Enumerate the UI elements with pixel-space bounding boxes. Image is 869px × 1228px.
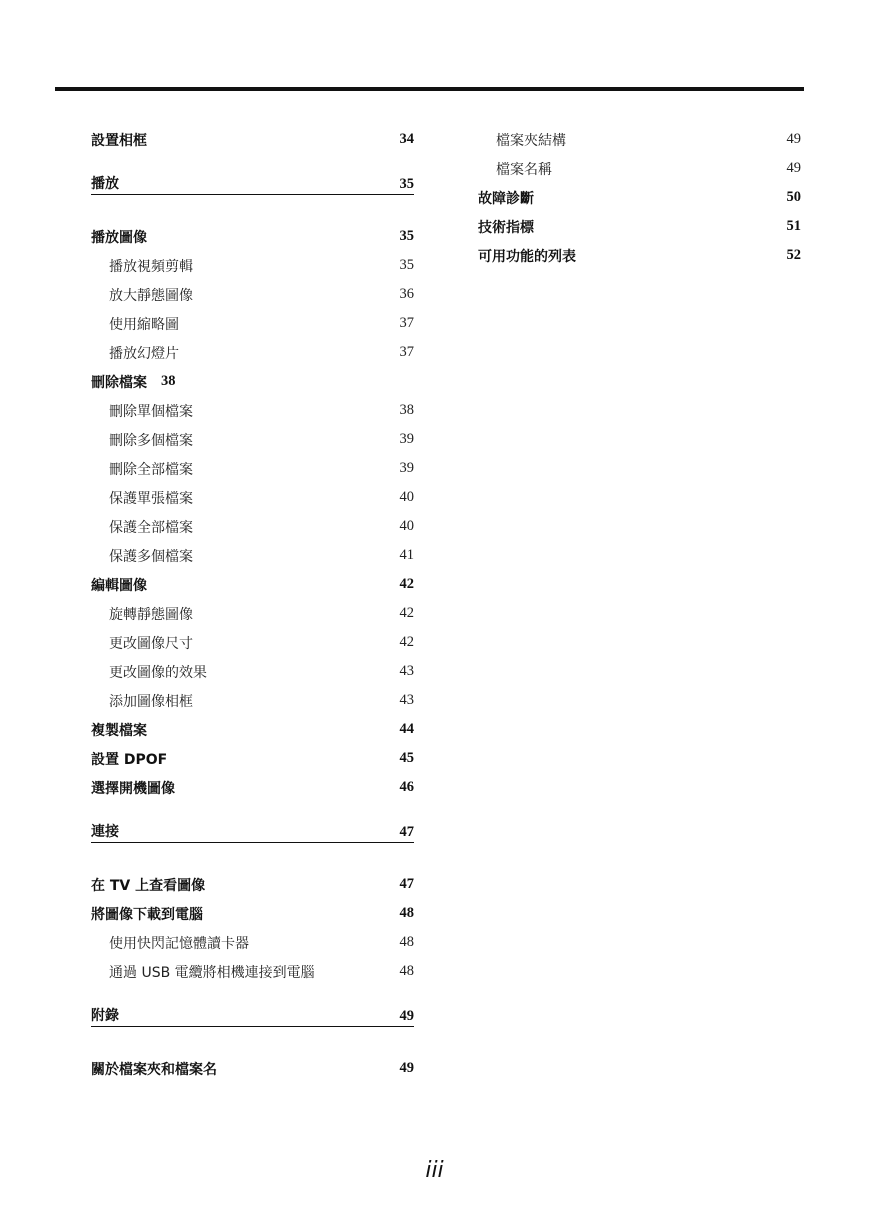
toc-entry-title: 刪除檔案	[91, 374, 147, 391]
toc-entry-page: 48	[399, 934, 414, 950]
toc-entry-page: 52	[786, 247, 801, 263]
toc-subentry[interactable]	[478, 125, 801, 154]
toc-subentry[interactable]	[91, 628, 414, 657]
toc-entry-title: 播放視頻剪輯	[109, 258, 193, 275]
toc-entry[interactable]	[478, 241, 801, 270]
toc-entry-title: 編輯圖像	[91, 577, 147, 594]
toc-entry-page: 35	[399, 176, 414, 192]
toc-entry[interactable]	[91, 1054, 414, 1083]
toc-entry-page: 44	[399, 721, 414, 737]
toc-entry-title: 更改圖像的效果	[109, 664, 207, 681]
toc-entry-page: 48	[399, 905, 414, 921]
toc-entry-page: 49	[786, 131, 801, 147]
toc-entry-title: 刪除多個檔案	[109, 432, 193, 449]
toc-entry-page: 47	[399, 876, 414, 892]
toc-subentry[interactable]	[478, 154, 801, 183]
toc-subentry[interactable]	[91, 599, 414, 628]
toc-entry-page: 42	[399, 634, 414, 650]
toc-entry-title: 設置 DPOF	[91, 751, 168, 768]
toc-entry-page: 49	[399, 1008, 414, 1024]
toc-entry-page: 50	[786, 189, 801, 205]
toc-subentry[interactable]	[91, 928, 414, 957]
toc-entry-title: 連接	[91, 824, 119, 840]
toc-entry-page: 37	[399, 344, 414, 360]
toc-entry[interactable]	[91, 870, 414, 899]
toc-subentry[interactable]	[91, 396, 414, 425]
toc-section-heading[interactable]	[91, 819, 414, 843]
toc-entry-title: 故障診斷	[478, 190, 534, 207]
toc-entry[interactable]	[478, 212, 801, 241]
toc-entry-title: 旋轉靜態圖像	[109, 606, 193, 623]
toc-subentry[interactable]	[91, 251, 414, 280]
toc-entry-title: 技術指標	[478, 219, 534, 236]
toc-entry[interactable]	[91, 744, 414, 773]
toc-entry-title: 附錄	[91, 1008, 119, 1024]
toc-entry[interactable]	[91, 773, 414, 802]
toc-entry-page: 35	[399, 257, 414, 273]
toc-entry[interactable]	[91, 222, 414, 251]
toc-entry-title: 保護單張檔案	[109, 490, 193, 507]
toc-subentry[interactable]	[91, 338, 414, 367]
toc-entry-page: 43	[399, 663, 414, 679]
toc-entry-title: 播放	[91, 176, 119, 192]
toc-entry[interactable]	[91, 899, 414, 928]
toc-entry-page: 45	[399, 750, 414, 766]
toc-entry-page: 34	[399, 131, 414, 147]
toc-section-heading[interactable]	[91, 1003, 414, 1027]
toc-entry-page: 46	[399, 779, 414, 795]
toc-entry[interactable]	[91, 367, 414, 396]
toc-subentry[interactable]	[91, 309, 414, 338]
toc-entry[interactable]	[91, 125, 414, 154]
toc-entry[interactable]	[478, 183, 801, 212]
toc-entry-page: 49	[786, 160, 801, 176]
page-number: iii	[425, 1158, 444, 1183]
toc-entry-page: 39	[399, 460, 414, 476]
toc-right-column	[478, 125, 801, 270]
toc-entry-title: 播放圖像	[91, 229, 147, 246]
toc-entry-page: 38	[161, 373, 176, 389]
toc-entry[interactable]	[91, 570, 414, 599]
toc-entry-title: 使用縮略圖	[109, 316, 179, 333]
toc-subentry[interactable]	[91, 425, 414, 454]
toc-entry-page: 38	[399, 402, 414, 418]
toc-entry-title: 關於檔案夾和檔案名	[91, 1061, 217, 1078]
toc-entry-title: 通過 USB 電纜將相機連接到電腦	[109, 964, 315, 981]
toc-entry-title: 可用功能的列表	[478, 248, 576, 265]
toc-entry-title: 複製檔案	[91, 722, 147, 739]
toc-entry-title: 在 TV 上查看圖像	[91, 877, 206, 894]
top-rule	[55, 87, 804, 91]
toc-entry-title: 放大靜態圖像	[109, 287, 193, 304]
toc-left-column	[91, 125, 414, 1083]
toc-entry-page: 49	[399, 1060, 414, 1076]
toc-subentry[interactable]	[91, 454, 414, 483]
toc-entry-title: 添加圖像相框	[109, 693, 193, 710]
toc-entry-title: 保護多個檔案	[109, 548, 193, 565]
toc-entry-page: 42	[399, 605, 414, 621]
toc-entry-title: 設置相框	[91, 132, 147, 149]
toc-entry[interactable]	[91, 715, 414, 744]
toc-entry-page: 48	[399, 963, 414, 979]
toc-subentry[interactable]	[91, 512, 414, 541]
toc-subentry[interactable]	[91, 657, 414, 686]
toc-entry-title: 刪除單個檔案	[109, 403, 193, 420]
toc-entry-page: 36	[399, 286, 414, 302]
toc-entry-title: 播放幻燈片	[109, 345, 179, 362]
toc-entry-page: 43	[399, 692, 414, 708]
toc-entry-page: 39	[399, 431, 414, 447]
toc-entry-page: 35	[399, 228, 414, 244]
toc-subentry[interactable]	[91, 280, 414, 309]
toc-entry-title: 檔案名稱	[496, 161, 552, 178]
toc-subentry[interactable]	[91, 957, 414, 986]
toc-entry-title: 保護全部檔案	[109, 519, 193, 536]
toc-subentry[interactable]	[91, 541, 414, 570]
toc-entry-page: 40	[399, 518, 414, 534]
toc-entry-page: 51	[786, 218, 801, 234]
toc-subentry[interactable]	[91, 483, 414, 512]
toc-entry-page: 37	[399, 315, 414, 331]
toc-section-heading[interactable]	[91, 171, 414, 195]
toc-entry-title: 將圖像下載到電腦	[91, 906, 203, 923]
toc-subentry[interactable]	[91, 686, 414, 715]
toc-entry-page: 42	[399, 576, 414, 592]
toc-entry-page: 47	[399, 824, 414, 840]
toc-entry-title: 更改圖像尺寸	[109, 635, 193, 652]
toc-entry-title: 檔案夾結構	[496, 132, 566, 149]
toc-entry-title: 選擇開機圖像	[91, 780, 175, 797]
toc-entry-title: 刪除全部檔案	[109, 461, 193, 478]
toc-entry-page: 41	[399, 547, 414, 563]
toc-entry-title: 使用快閃記憶體讀卡器	[109, 935, 249, 952]
toc-entry-page: 40	[399, 489, 414, 505]
